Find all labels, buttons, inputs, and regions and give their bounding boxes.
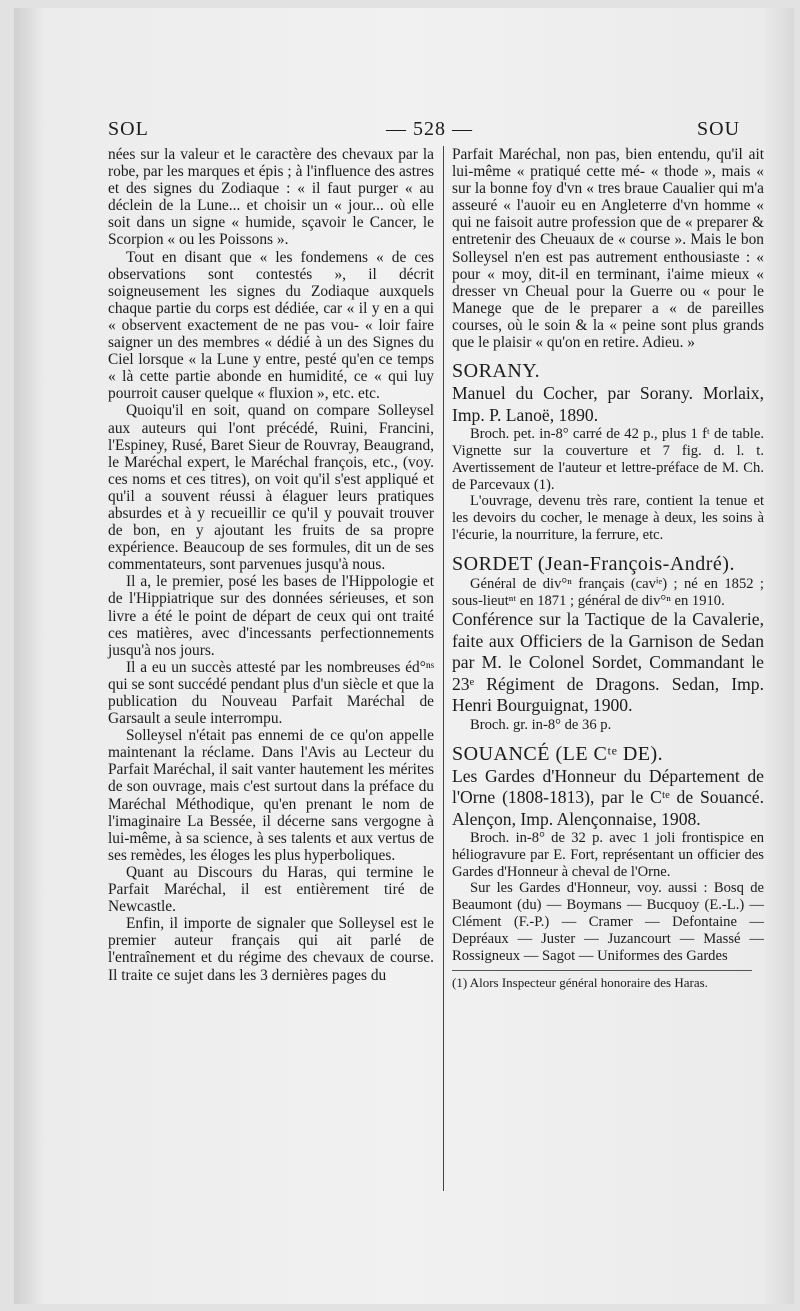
page-number: — 528 — bbox=[386, 118, 473, 140]
left-column bbox=[108, 146, 434, 984]
footnote: (1) Alors Inspecteur général honoraire des Haras. bbox=[452, 975, 708, 991]
book-note: L'ouvrage, devenu très rare, contient la tenue et les devoirs du cocher, le menage à deux, les soins à l'écurie, la nourriture, la ferrure, etc. bbox=[452, 493, 764, 543]
entry-heading-souance: SOUANCÉ (LE Cᵗᵉ DE). bbox=[452, 742, 664, 765]
paragraph: Quant au Discours du Haras, qui termine le Parfait Maréchal, il est entièrement tiré de Newcastle. bbox=[108, 863, 434, 916]
paragraph: Quoiqu'il en soit, quand on compare Solleysel aux auteurs qui l'ont précédé, Ruini, Francini, l'Espiney, Rusé, Baret Sieur de Rouvray, Beaugrand, le Maréchal expert, le Maréchal françois, etc., (voy. ces noms et ces titres), on voit qu'il s'est appliqué et qu'il a souvent réussi à élaguer leurs pratiques absurdes et à y recueillir ce qu'il y pouvait trouver de bon, en y ajoutant les fruits de sa propre expérience. Beaucoup de ses formules, dit un de ses commentateurs, sont parvenues jusqu'à nous. bbox=[108, 402, 434, 574]
footnote-separator bbox=[452, 970, 752, 971]
paragraph: Il a eu un succès attesté par les nombreuses éd°ⁿˢ qui se sont succédé pendant plus d'un siècle et que la publication du Nouveau Parfait Maréchal de Garsault a seule interrompu. bbox=[108, 658, 434, 728]
book-description: Broch. gr. in-8° de 36 p. bbox=[470, 716, 612, 733]
entry-heading-sorany: SORANY. bbox=[452, 360, 541, 383]
paragraph: Il a, le premier, posé les bases de l'Hippologie et de l'Hippiatrique sur des données sérieuses, et son livre a été le point de départ de ceux qui ont traité ces matières, avec d'incessants perfectionnements jusqu'à nos jours. bbox=[108, 573, 434, 659]
book-title: Manuel du Cocher, par Sorany. Morlaix, Imp. P. Lanoë, 1890. bbox=[452, 383, 764, 425]
paragraph: nées sur la valeur et le caractère des chevaux par la robe, par les marques et épis ; à l'influence des astres et des signes du Zodiaque : « il faut purger « au déclein de la Lune... et choisir un « jour... où elle soit dans un signe « humide, sçavoir le Cancer, le Scorpion « ou les Poissons ». bbox=[108, 146, 434, 249]
paragraph: Solleysel n'était pas ennemi de ce qu'on appelle maintenant la réclame. Dans l'Avis au Lecteur du Parfait Maréchal, il sait vanter hautement les mérites de son ouvrage, mais c'est surtout dans la préface du Maréchal Méthodique, qu'en prenant le nom de l'imaginaire La Bessée, il décerne sans vergogne à lui-même, à sa science, à ses talents et aux vertus de ses remèdes, les éloges les plus hyperboliques. bbox=[108, 727, 434, 864]
column-rule bbox=[443, 146, 444, 1191]
entry-heading-sordet: SORDET (Jean-François-André). bbox=[452, 552, 735, 575]
paragraph: Enfin, il importe de signaler que Solleysel est le premier auteur français qui ait parlé de l'entraînement et du régime des chevaux de course. Il traite ce sujet dans les 3 dernières pages du bbox=[108, 915, 434, 984]
book-title: Les Gardes d'Honneur du Département de l'Orne (1808-1813), par le Cᵗᵉ de Souancé. Alençon, Imp. Alençonnaise, 1908. bbox=[452, 765, 764, 829]
running-head-right: SOU bbox=[697, 118, 741, 140]
right-column bbox=[452, 146, 764, 991]
book-description: Broch. pet. in-8° carré de 42 p., plus 1 fᵗ de table. Vignette sur la couverture et 7 fig. d. l. t. Avertissement de l'auteur et lettre-préface de M. Ch. de Parcevaux (1). bbox=[452, 426, 764, 493]
paragraph: Parfait Maréchal, non pas, bien entendu, qu'il ait lui-même « pratiqué cette mé- « thode », mais « sur la bonne foy d'vn « tres braue Caualier qui m'a asseuré « l'auoir eu en Angleterre d'vn homme « qui ne faisoit autre profession que de « preparer & entretenir des Cheuaux de « course ». Mais le bon Solleysel n'en est pas autrement enthousiaste : « pour « moy, dit-il en terminant, i'aime mieux « dresser vn Cheual pour la Guerre ou « pour le Manege que de le preparer a « de pareilles courses, où le soin & la « peine sont plus grands que le plaisir « qu'on en retire. Adieu. » bbox=[452, 146, 764, 352]
book-description: Broch. in-8° de 32 p. avec 1 joli frontispice en héliogravure par E. Fort, représentant un officier des Gardes d'Honneur à cheval de l'Orne. bbox=[452, 830, 764, 880]
author-bio: Général de div°ⁿ français (cavⁱᵉ) ; né en 1852 ; sous-lieutⁿᵗ en 1871 ; général de div°ⁿ en 1910. bbox=[452, 575, 764, 609]
paragraph: Tout en disant que « les fondemens « de ces observations sont contestés », il décrit soigneusement les signes du Zodiaque auxquels chaque partie du corps est dédiée, car « il y en a qui « observent exactement de ne pas vou- « loir faire saigner un des membres « dédié à un des Signes du Ciel lorsque « la Lune y entre, pesté qu'en ce temps « là cette partie abonde en humidité, ce « qui luy pourroit causer quelque « fluxion », etc. etc. bbox=[108, 248, 434, 403]
see-also: Sur les Gardes d'Honneur, voy. aussi : Bosq de Beaumont (du) — Boymans — Bucquoy (E.-L.) — Clément (F.-P.) — Cramer — Defontaine — Depréaux — Juster — Juzancourt — Massé — Rossigneux — Sagot — Uniformes des Gardes bbox=[452, 880, 764, 964]
book-title: Conférence sur la Tactique de la Cavalerie, faite aux Officiers de la Garnison de Sedan par M. le Colonel Sordet, Commandant le 23ᵉ Régiment de Dragons. Sedan, Imp. Henri Bourguignat, 1900. bbox=[452, 609, 764, 716]
running-head-left: SOL bbox=[108, 118, 149, 140]
